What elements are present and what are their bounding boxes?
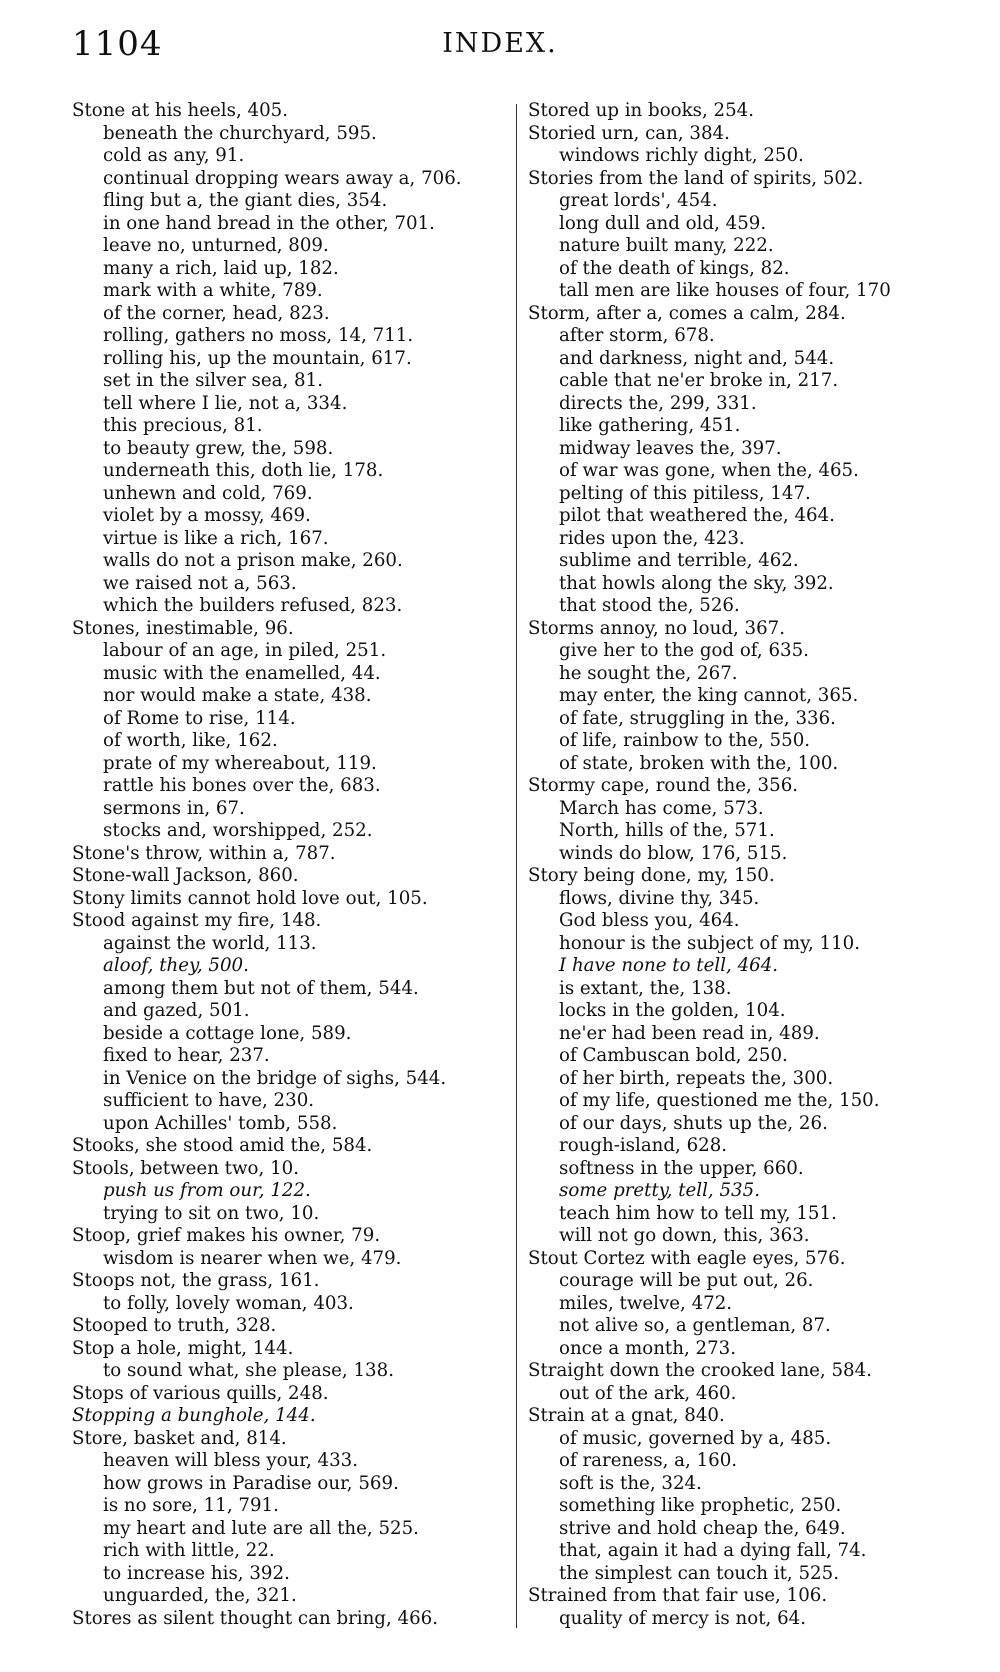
- index-subentry: that howls along the sky, 392.: [559, 572, 834, 594]
- index-subentry: I have none to tell, 464.: [559, 955, 779, 976]
- index-entry: Stony limits cannot hold love out, 105.: [72, 887, 428, 909]
- page-title: INDEX.: [442, 28, 558, 59]
- index-entry: Stormy cape, round the, 356.: [528, 775, 799, 796]
- index-subentry: and darkness, night and, 544.: [559, 347, 835, 369]
- index-subentry: is no sore, 11, 791.: [103, 1495, 279, 1516]
- index-subentry: of rareness, a, 160.: [559, 1450, 738, 1471]
- index-subentry: rough-island, 628.: [559, 1135, 728, 1156]
- index-entry: Store, basket and, 814.: [72, 1427, 287, 1449]
- index-subentry: teach him how to tell my, 151.: [559, 1202, 837, 1224]
- index-subentry: virtue is like a rich, 167.: [103, 527, 329, 549]
- index-entry: Straight down the crooked lane, 584.: [528, 1360, 872, 1381]
- index-subentry: aloof, they, 500.: [103, 955, 249, 976]
- index-subentry: to increase his, 392.: [103, 1562, 290, 1584]
- index-column-left: [72, 100, 512, 1630]
- index-subentry: out of the ark, 460.: [559, 1382, 737, 1404]
- index-subentry: long dull and old, 459.: [559, 212, 767, 234]
- index-subentry: God bless you, 464.: [559, 910, 740, 931]
- index-subentry: and gazed, 501.: [103, 1000, 250, 1021]
- index-subentry: will not go down, this, 363.: [559, 1225, 810, 1246]
- index-subentry: strive and hold cheap the, 649.: [559, 1517, 846, 1539]
- index-subentry: underneath this, doth lie, 178.: [103, 460, 384, 481]
- index-subentry: heaven will bless your, 433.: [103, 1450, 359, 1471]
- index-entry: Stores as silent thought can bring, 466.: [72, 1607, 439, 1629]
- index-subentry: courage will be put out, 26.: [559, 1270, 814, 1291]
- index-subentry: miles, twelve, 472.: [559, 1292, 733, 1314]
- index-subentry: my heart and lute are all the, 525.: [103, 1517, 419, 1539]
- index-subentry: of state, broken with the, 100.: [559, 752, 839, 774]
- index-subentry: pilot that weathered the, 464.: [559, 505, 835, 526]
- index-subentry: of her birth, repeats the, 300.: [559, 1067, 834, 1089]
- index-subentry: stocks and, worshipped, 252.: [103, 820, 373, 841]
- index-subentry: wisdom is nearer when we, 479.: [103, 1247, 402, 1269]
- index-subentry: softness in the upper, 660.: [559, 1157, 804, 1179]
- index-subentry: music with the enamelled, 44.: [103, 662, 381, 684]
- index-subentry: the simplest can touch it, 525.: [559, 1562, 839, 1584]
- index-subentry: sublime and terrible, 462.: [559, 550, 799, 571]
- index-subentry: rolling his, up the mountain, 617.: [103, 347, 412, 369]
- index-subentry: ne'er had been read in, 489.: [559, 1022, 820, 1044]
- index-subentry: this precious, 81.: [103, 415, 263, 436]
- index-subentry: trying to sit on two, 10.: [103, 1202, 320, 1224]
- index-subentry: to sound what, she please, 138.: [103, 1360, 394, 1381]
- index-subentry: of Cambuscan bold, 250.: [559, 1045, 788, 1066]
- index-subentry: may enter, the king cannot, 365.: [559, 685, 859, 706]
- index-subentry: sufficient to have, 230.: [103, 1090, 315, 1111]
- index-subentry: sermons in, 67.: [103, 797, 245, 819]
- index-subentry: against the world, 113.: [103, 932, 317, 954]
- index-subentry: pelting of this pitiless, 147.: [559, 482, 811, 504]
- index-subentry: after storm, 678.: [559, 325, 715, 346]
- index-subentry: push us from our, 122.: [103, 1180, 311, 1201]
- index-subentry: unhewn and cold, 769.: [103, 482, 313, 504]
- index-subentry: cable that ne'er broke in, 217.: [559, 370, 839, 391]
- index-entry: Stools, between two, 10.: [72, 1157, 299, 1179]
- index-subentry: North, hills of the, 571.: [559, 820, 775, 841]
- index-subentry: of worth, like, 162.: [103, 730, 278, 751]
- index-subentry: locks in the golden, 104.: [559, 1000, 786, 1021]
- index-subentry: nature built many, 222.: [559, 235, 774, 256]
- index-subentry: of music, governed by a, 485.: [559, 1427, 832, 1449]
- index-subentry: once a month, 273.: [559, 1337, 737, 1359]
- index-column-right: [528, 100, 968, 1630]
- index-subentry: how grows in Paradise our, 569.: [103, 1472, 399, 1494]
- index-subentry: tell where I lie, not a, 334.: [103, 392, 348, 414]
- index-subentry: March has come, 573.: [559, 797, 764, 819]
- index-subentry: that stood the, 526.: [559, 595, 740, 616]
- index-entry: Stooks, she stood amid the, 584.: [72, 1135, 373, 1156]
- index-subentry: walls do not a prison make, 260.: [103, 550, 403, 571]
- index-entry: Storm, after a, comes a calm, 284.: [528, 302, 846, 324]
- index-subentry: rolling, gathers no moss, 14, 711.: [103, 325, 414, 346]
- index-subentry: of the death of kings, 82.: [559, 257, 790, 279]
- index-subentry: of war was gone, when the, 465.: [559, 460, 859, 481]
- index-subentry: violet by a mossy, 469.: [103, 505, 311, 526]
- index-entry: Stood against my fire, 148.: [72, 910, 322, 931]
- index-subentry: honour is the subject of my, 110.: [559, 932, 861, 954]
- index-subentry: upon Achilles' tomb, 558.: [103, 1112, 338, 1134]
- page-number: 1104: [72, 24, 163, 64]
- index-entry: Stoops not, the grass, 161.: [72, 1270, 320, 1291]
- index-subentry: we raised not a, 563.: [103, 572, 297, 594]
- index-subentry: set in the silver sea, 81.: [103, 370, 323, 391]
- index-entry: Strain at a gnat, 840.: [528, 1405, 725, 1426]
- index-subentry: fling but a, the giant dies, 354.: [103, 190, 388, 211]
- index-subentry: quality of mercy is not, 64.: [559, 1607, 806, 1629]
- index-subentry: of my life, questioned me the, 150.: [559, 1090, 880, 1111]
- index-subentry: to folly, lovely woman, 403.: [103, 1292, 354, 1314]
- index-subentry: mark with a white, 789.: [103, 280, 323, 301]
- index-subentry: of Rome to rise, 114.: [103, 707, 296, 729]
- index-entry: Storms annoy, no loud, 367.: [528, 617, 786, 639]
- index-subentry: among them but not of them, 544.: [103, 977, 419, 999]
- index-subentry: of life, rainbow to the, 550.: [559, 730, 811, 751]
- index-subentry: which the builders refused, 823.: [103, 595, 403, 616]
- index-subentry: give her to the god of, 635.: [559, 640, 809, 661]
- index-subentry: some pretty, tell, 535.: [559, 1180, 760, 1201]
- index-subentry: midway leaves the, 397.: [559, 437, 782, 459]
- index-subentry: that, again it had a dying fall, 74.: [559, 1540, 867, 1561]
- index-entry: Stout Cortez with eagle eyes, 576.: [528, 1247, 846, 1269]
- index-subentry: prate of my whereabout, 119.: [103, 752, 377, 774]
- index-entry: Stop a hole, might, 144.: [72, 1337, 294, 1359]
- index-entry: Stooped to truth, 328.: [72, 1315, 277, 1336]
- index-subentry: of our days, shuts up the, 26.: [559, 1112, 828, 1134]
- index-subentry: directs the, 299, 331.: [559, 392, 757, 414]
- index-subentry: rides upon the, 423.: [559, 527, 745, 549]
- index-entry: Stops of various quills, 248.: [72, 1382, 329, 1404]
- index-subentry: in one hand bread in the other, 701.: [103, 212, 435, 234]
- index-subentry: windows richly dight, 250.: [559, 145, 804, 166]
- index-subentry: beneath the churchyard, 595.: [103, 122, 377, 144]
- index-subentry: continual dropping wears away a, 706.: [103, 167, 462, 189]
- index-entry: Stone's throw, within a, 787.: [72, 842, 336, 864]
- index-subentry: he sought the, 267.: [559, 662, 738, 684]
- index-subentry: flows, divine thy, 345.: [559, 887, 760, 909]
- index-subentry: winds do blow, 176, 515.: [559, 842, 788, 864]
- index-entry: Storied urn, can, 384.: [528, 122, 730, 144]
- index-subentry: not alive so, a gentleman, 87.: [559, 1315, 831, 1336]
- index-subentry: something like prophetic, 250.: [559, 1495, 842, 1516]
- index-subentry: unguarded, the, 321.: [103, 1585, 297, 1606]
- index-subentry: cold as any, 91.: [103, 145, 245, 166]
- index-subentry: fixed to hear, 237.: [103, 1045, 270, 1066]
- index-subentry: of fate, struggling in the, 336.: [559, 707, 836, 729]
- index-entry: Stone-wall Jackson, 860.: [72, 865, 299, 886]
- column-divider: [516, 104, 517, 1628]
- index-subentry: rich with little, 22.: [103, 1540, 275, 1561]
- index-subentry: in Venice on the bridge of sighs, 544.: [103, 1067, 447, 1089]
- index-entry: Stoop, grief makes his owner, 79.: [72, 1225, 381, 1246]
- index-entry: Story being done, my, 150.: [528, 865, 775, 886]
- index-subentry: beside a cottage lone, 589.: [103, 1022, 352, 1044]
- index-entry: Strained from that fair use, 106.: [528, 1585, 828, 1606]
- index-subentry: labour of an age, in piled, 251.: [103, 640, 387, 661]
- index-subentry: soft is the, 324.: [559, 1472, 702, 1494]
- index-subentry: of the corner, head, 823.: [103, 302, 330, 324]
- index-subentry: rattle his bones over the, 683.: [103, 775, 381, 796]
- index-subentry: tall men are like houses of four, 170: [559, 280, 891, 301]
- index-subentry: to beauty grew, the, 598.: [103, 437, 334, 459]
- index-subentry: is extant, the, 138.: [559, 977, 732, 999]
- index-entry: Stones, inestimable, 96.: [72, 617, 294, 639]
- index-subentry: like gathering, 451.: [559, 415, 741, 436]
- index-subentry: leave no, unturned, 809.: [103, 235, 329, 256]
- index-subentry: many a rich, laid up, 182.: [103, 257, 339, 279]
- index-entry: Stopping a bunghole, 144.: [72, 1405, 316, 1426]
- index-subentry: great lords', 454.: [559, 190, 718, 211]
- index-entry: Stories from the land of spirits, 502.: [528, 167, 864, 189]
- index-entry: Stone at his heels, 405.: [72, 100, 289, 121]
- index-subentry: nor would make a state, 438.: [103, 685, 372, 706]
- index-entry: Stored up in books, 254.: [528, 100, 755, 121]
